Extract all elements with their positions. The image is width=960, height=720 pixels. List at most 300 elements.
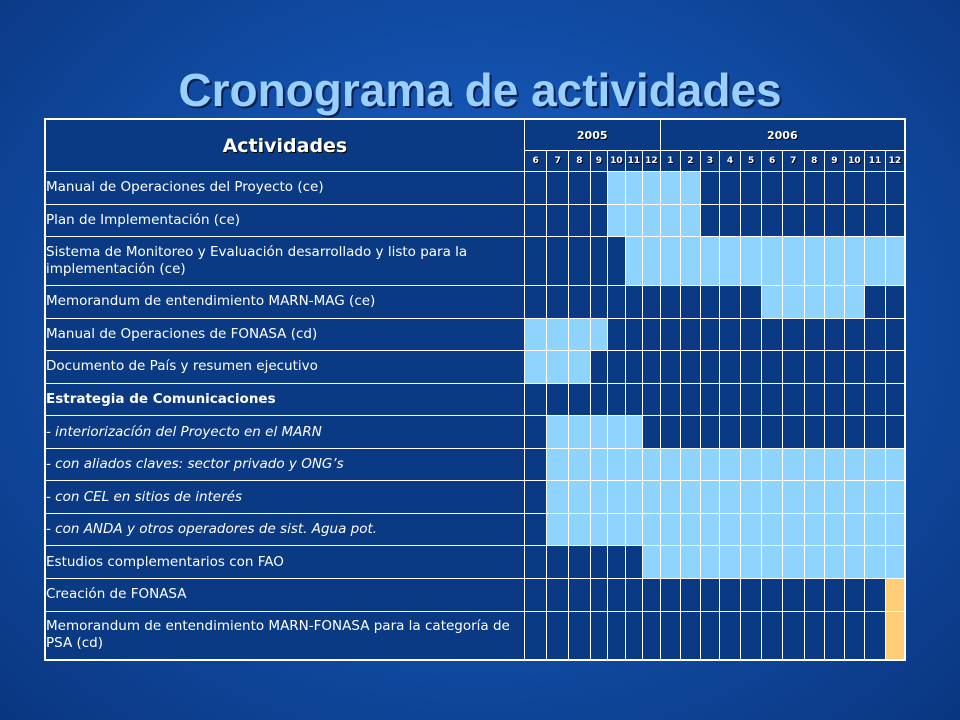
schedule-cell <box>700 383 720 416</box>
schedule-cell-active <box>590 481 607 514</box>
schedule-cell <box>700 204 720 237</box>
schedule-cell-active <box>844 513 865 546</box>
schedule-cell <box>590 172 607 205</box>
schedule-cell <box>762 611 783 660</box>
table-row <box>45 318 905 351</box>
schedule-cell-active <box>865 546 886 579</box>
schedule-cell <box>825 204 845 237</box>
schedule-cell <box>740 172 762 205</box>
schedule-cell <box>720 351 741 384</box>
schedule-cell <box>681 611 701 660</box>
schedule-cell <box>720 416 741 449</box>
schedule-cell <box>547 546 569 579</box>
schedule-cell <box>700 416 720 449</box>
schedule-cell <box>762 318 783 351</box>
schedule-cell <box>782 204 804 237</box>
schedule-cell <box>825 318 845 351</box>
activity-label: - con aliados claves: sector privado y ONG’s <box>45 448 524 481</box>
schedule-cell-active <box>825 546 845 579</box>
schedule-cell-active <box>720 481 741 514</box>
schedule-cell <box>547 204 569 237</box>
schedule-cell <box>681 383 701 416</box>
schedule-cell-active <box>660 513 681 546</box>
activity-label: Creación de FONASA <box>45 579 524 612</box>
schedule-cell-active <box>569 416 591 449</box>
month-header: 4 <box>720 151 741 172</box>
schedule-cell-active <box>625 204 642 237</box>
schedule-cell-active <box>865 448 886 481</box>
schedule-cell-active <box>885 513 905 546</box>
schedule-cell-active <box>825 513 845 546</box>
schedule-cell-active <box>865 237 886 286</box>
table-row <box>45 204 905 237</box>
activity-label: Estrategia de Comunicaciones <box>45 383 524 416</box>
schedule-cell <box>643 351 661 384</box>
schedule-cell <box>660 351 681 384</box>
schedule-cell <box>625 611 642 660</box>
year-header: 2006 <box>660 119 905 151</box>
schedule-cell <box>885 204 905 237</box>
schedule-cell <box>865 285 886 318</box>
schedule-cell <box>590 546 607 579</box>
schedule-cell <box>681 318 701 351</box>
schedule-cell <box>590 204 607 237</box>
schedule-cell-active <box>569 318 591 351</box>
schedule-cell-active <box>762 481 783 514</box>
schedule-cell-active <box>885 611 905 660</box>
schedule-cell-active <box>569 481 591 514</box>
schedule-cell-active <box>740 481 762 514</box>
schedule-cell-active <box>643 513 661 546</box>
schedule-cell <box>608 383 625 416</box>
schedule-cell <box>762 172 783 205</box>
schedule-cell <box>608 318 625 351</box>
schedule-cell <box>844 172 865 205</box>
schedule-cell <box>740 611 762 660</box>
schedule-cell <box>524 481 547 514</box>
schedule-cell <box>625 579 642 612</box>
activity-label: - con CEL en sitios de interés <box>45 481 524 514</box>
schedule-cell-active <box>782 513 804 546</box>
schedule-cell-active <box>885 579 905 612</box>
schedule-cell <box>865 204 886 237</box>
schedule-cell-active <box>885 546 905 579</box>
month-header: 8 <box>569 151 591 172</box>
schedule-cell <box>804 611 825 660</box>
schedule-cell <box>660 318 681 351</box>
month-header: 9 <box>825 151 845 172</box>
schedule-cell-active <box>625 481 642 514</box>
month-header: 7 <box>782 151 804 172</box>
schedule-cell <box>681 351 701 384</box>
month-header: 10 <box>844 151 865 172</box>
schedule-cell-active <box>608 448 625 481</box>
table-row <box>45 285 905 318</box>
schedule-cell <box>865 579 886 612</box>
schedule-cell-active <box>608 513 625 546</box>
schedule-cell <box>524 448 547 481</box>
schedule-cell <box>844 383 865 416</box>
schedule-cell <box>804 204 825 237</box>
schedule-cell <box>740 383 762 416</box>
schedule-cell-active <box>782 481 804 514</box>
activity-label: Memorandum de entendimiento MARN-FONASA para la categoría de PSA (cd) <box>45 611 524 660</box>
schedule-cell <box>569 285 591 318</box>
schedule-cell <box>740 579 762 612</box>
schedule-cell-active <box>782 448 804 481</box>
schedule-cell <box>740 351 762 384</box>
schedule-cell <box>844 204 865 237</box>
schedule-cell <box>825 351 845 384</box>
schedule-cell <box>524 237 547 286</box>
schedule-cell-active <box>608 172 625 205</box>
schedule-cell-active <box>804 285 825 318</box>
schedule-cell-active <box>590 513 607 546</box>
schedule-cell <box>524 546 547 579</box>
table-row <box>45 579 905 612</box>
schedule-cell <box>782 416 804 449</box>
schedule-cell-active <box>885 448 905 481</box>
schedule-cell <box>720 204 741 237</box>
schedule-cell-active <box>844 237 865 286</box>
schedule-cell <box>590 237 607 286</box>
schedule-cell-active <box>524 318 547 351</box>
schedule-cell <box>865 318 886 351</box>
schedule-cell-active <box>681 448 701 481</box>
schedule-cell-active <box>625 448 642 481</box>
schedule-cell <box>625 546 642 579</box>
schedule-cell <box>643 318 661 351</box>
schedule-cell <box>844 318 865 351</box>
schedule-cell <box>782 172 804 205</box>
schedule-cell <box>681 285 701 318</box>
schedule-cell <box>643 285 661 318</box>
schedule-cell <box>569 172 591 205</box>
month-header: 11 <box>865 151 886 172</box>
schedule-cell <box>885 285 905 318</box>
schedule-cell <box>524 611 547 660</box>
schedule-cell-active <box>700 513 720 546</box>
schedule-cell <box>700 579 720 612</box>
schedule-cell <box>844 351 865 384</box>
schedule-cell-active <box>643 237 661 286</box>
month-header: 8 <box>804 151 825 172</box>
schedule-cell-active <box>700 481 720 514</box>
schedule-cell-active <box>547 481 569 514</box>
schedule-cell-active <box>782 546 804 579</box>
schedule-cell <box>844 611 865 660</box>
schedule-cell <box>681 579 701 612</box>
schedule-cell-active <box>700 237 720 286</box>
month-header: 10 <box>608 151 625 172</box>
schedule-cell <box>608 351 625 384</box>
table-row <box>45 448 905 481</box>
activity-label: Estudios complementarios con FAO <box>45 546 524 579</box>
schedule-cell-active <box>700 546 720 579</box>
schedule-cell-active <box>643 204 661 237</box>
schedule-cell <box>524 172 547 205</box>
schedule-cell <box>885 318 905 351</box>
schedule-cell <box>625 383 642 416</box>
schedule-cell <box>569 611 591 660</box>
schedule-cell <box>660 285 681 318</box>
activity-label: Sistema de Monitoreo y Evaluación desarrollado y listo para la implementación (ce) <box>45 237 524 286</box>
schedule-cell <box>643 416 661 449</box>
schedule-cell <box>804 383 825 416</box>
schedule-cell-active <box>740 513 762 546</box>
schedule-cell <box>804 351 825 384</box>
schedule-cell <box>660 383 681 416</box>
schedule-cell <box>625 318 642 351</box>
schedule-cell <box>782 611 804 660</box>
schedule-cell-active <box>720 546 741 579</box>
schedule-cell-active <box>660 448 681 481</box>
schedule-cell <box>782 383 804 416</box>
schedule-cell <box>608 611 625 660</box>
schedule-table <box>44 118 906 661</box>
schedule-cell <box>590 383 607 416</box>
schedule-cell <box>885 172 905 205</box>
schedule-cell-active <box>660 204 681 237</box>
schedule-cell <box>825 383 845 416</box>
activity-label: Manual de Operaciones del Proyecto (ce) <box>45 172 524 205</box>
schedule-cell-active <box>804 546 825 579</box>
schedule-cell-active <box>547 416 569 449</box>
schedule-cell <box>740 416 762 449</box>
schedule-cell <box>825 416 845 449</box>
schedule-cell <box>625 351 642 384</box>
schedule-cell-active <box>740 448 762 481</box>
schedule-cell <box>865 611 886 660</box>
schedule-cell-active <box>590 318 607 351</box>
schedule-cell-active <box>762 285 783 318</box>
schedule-cell-active <box>762 237 783 286</box>
activity-label: - interiorizacíón del Proyecto en el MARN <box>45 416 524 449</box>
schedule-cell <box>804 579 825 612</box>
schedule-cell-active <box>885 237 905 286</box>
schedule-cell-active <box>762 448 783 481</box>
schedule-cell <box>569 579 591 612</box>
schedule-cell-active <box>782 285 804 318</box>
schedule-cell <box>700 351 720 384</box>
schedule-cell <box>804 172 825 205</box>
schedule-cell-active <box>720 237 741 286</box>
schedule-cell-active <box>660 172 681 205</box>
schedule-cell <box>547 285 569 318</box>
schedule-cell <box>740 318 762 351</box>
schedule-cell-active <box>762 546 783 579</box>
schedule-cell-active <box>681 172 701 205</box>
schedule-cell <box>720 611 741 660</box>
schedule-cell-active <box>825 481 845 514</box>
schedule-cell-active <box>569 351 591 384</box>
schedule-cell-active <box>681 204 701 237</box>
schedule-cell <box>660 611 681 660</box>
schedule-cell <box>844 416 865 449</box>
schedule-cell-active <box>569 513 591 546</box>
table-row <box>45 481 905 514</box>
activity-label: Plan de Implementación (ce) <box>45 204 524 237</box>
schedule-cell-active <box>740 237 762 286</box>
schedule-cell <box>608 285 625 318</box>
schedule-cell <box>782 579 804 612</box>
schedule-cell-active <box>643 481 661 514</box>
schedule-cell <box>720 579 741 612</box>
year-header-row <box>45 119 905 151</box>
schedule-cell <box>524 383 547 416</box>
schedule-cell <box>524 513 547 546</box>
schedule-cell <box>590 285 607 318</box>
schedule-cell-active <box>608 416 625 449</box>
schedule-cell-active <box>660 481 681 514</box>
schedule-cell <box>804 318 825 351</box>
schedule-cell <box>740 204 762 237</box>
schedule-cell <box>720 383 741 416</box>
activity-label: Manual de Operaciones de FONASA (cd) <box>45 318 524 351</box>
schedule-cell <box>825 611 845 660</box>
month-header: 2 <box>681 151 701 172</box>
schedule-cell-active <box>660 546 681 579</box>
month-header: 1 <box>660 151 681 172</box>
schedule-cell-active <box>825 237 845 286</box>
schedule-cell <box>590 579 607 612</box>
schedule-cell-active <box>844 481 865 514</box>
schedule-cell-active <box>547 351 569 384</box>
schedule-cell-active <box>643 172 661 205</box>
month-header: 12 <box>885 151 905 172</box>
schedule-cell-active <box>720 448 741 481</box>
schedule-cell <box>700 285 720 318</box>
schedule-cell-active <box>681 513 701 546</box>
schedule-cell-active <box>825 448 845 481</box>
schedule-cell-active <box>625 513 642 546</box>
schedule-cell <box>608 546 625 579</box>
schedule-cell <box>524 285 547 318</box>
schedule-cell-active <box>625 416 642 449</box>
schedule-cell <box>643 383 661 416</box>
schedule-cell <box>590 351 607 384</box>
schedule-cell <box>762 351 783 384</box>
schedule-cell <box>762 383 783 416</box>
schedule-cell-active <box>547 318 569 351</box>
schedule-cell <box>720 285 741 318</box>
schedule-cell <box>547 579 569 612</box>
schedule-cell-active <box>608 204 625 237</box>
month-header: 11 <box>625 151 642 172</box>
table-row <box>45 513 905 546</box>
schedule-cell <box>547 383 569 416</box>
schedule-cell <box>524 416 547 449</box>
schedule-cell <box>885 383 905 416</box>
schedule-cell-active <box>590 416 607 449</box>
activity-label: Documento de País y resumen ejecutivo <box>45 351 524 384</box>
schedule-cell <box>700 611 720 660</box>
month-header: 7 <box>547 151 569 172</box>
schedule-cell-active <box>608 481 625 514</box>
month-header: 6 <box>762 151 783 172</box>
schedule-cell <box>547 172 569 205</box>
schedule-cell-active <box>762 513 783 546</box>
schedule-cell-active <box>700 448 720 481</box>
table-row <box>45 383 905 416</box>
month-header: 5 <box>740 151 762 172</box>
table-row <box>45 172 905 205</box>
activity-label: Memorandum de entendimiento MARN-MAG (ce) <box>45 285 524 318</box>
schedule-cell-active <box>844 285 865 318</box>
table-row <box>45 611 905 660</box>
schedule-cell-active <box>590 448 607 481</box>
activities-header: Actividades <box>45 119 524 172</box>
schedule-cell <box>865 383 886 416</box>
schedule-cell <box>885 351 905 384</box>
schedule-cell-active <box>804 513 825 546</box>
schedule-cell <box>524 204 547 237</box>
schedule-cell-active <box>625 237 642 286</box>
schedule-cell <box>547 611 569 660</box>
schedule-cell <box>782 351 804 384</box>
schedule-cell-active <box>569 448 591 481</box>
schedule-cell-active <box>625 172 642 205</box>
schedule-cell-active <box>547 448 569 481</box>
schedule-cell-active <box>720 513 741 546</box>
schedule-cell-active <box>547 513 569 546</box>
schedule-cell-active <box>524 351 547 384</box>
schedule-cell <box>865 351 886 384</box>
schedule-cell-active <box>782 237 804 286</box>
schedule-cell-active <box>643 546 661 579</box>
schedule-cell <box>762 204 783 237</box>
table-row <box>45 416 905 449</box>
activity-label: - con ANDA y otros operadores de sist. Agua pot. <box>45 513 524 546</box>
schedule-cell <box>524 579 547 612</box>
table-row <box>45 351 905 384</box>
schedule-cell <box>720 172 741 205</box>
schedule-cell <box>762 416 783 449</box>
schedule-cell <box>865 416 886 449</box>
schedule-cell <box>804 416 825 449</box>
schedule-cell <box>720 318 741 351</box>
table-row <box>45 237 905 286</box>
schedule-cell <box>590 611 607 660</box>
schedule-cell <box>762 579 783 612</box>
month-header: 12 <box>643 151 661 172</box>
schedule-cell-active <box>804 448 825 481</box>
year-header: 2005 <box>524 119 660 151</box>
schedule-cell-active <box>740 546 762 579</box>
schedule-cell <box>660 416 681 449</box>
schedule-cell <box>608 579 625 612</box>
schedule-cell-active <box>865 481 886 514</box>
schedule-cell <box>625 285 642 318</box>
schedule-cell <box>865 172 886 205</box>
schedule-cell-active <box>681 237 701 286</box>
schedule-cell-active <box>660 237 681 286</box>
schedule-cell-active <box>804 481 825 514</box>
schedule-cell <box>844 579 865 612</box>
schedule-cell <box>569 546 591 579</box>
schedule-cell <box>660 579 681 612</box>
schedule-cell <box>681 416 701 449</box>
schedule-cell <box>643 611 661 660</box>
slide-title: Cronograma de actividades <box>178 64 782 116</box>
schedule-cell-active <box>681 481 701 514</box>
schedule-cell <box>547 237 569 286</box>
schedule-cell <box>643 579 661 612</box>
schedule-cell-active <box>844 546 865 579</box>
schedule-cell <box>825 172 845 205</box>
month-header: 6 <box>524 151 547 172</box>
schedule-cell <box>569 204 591 237</box>
